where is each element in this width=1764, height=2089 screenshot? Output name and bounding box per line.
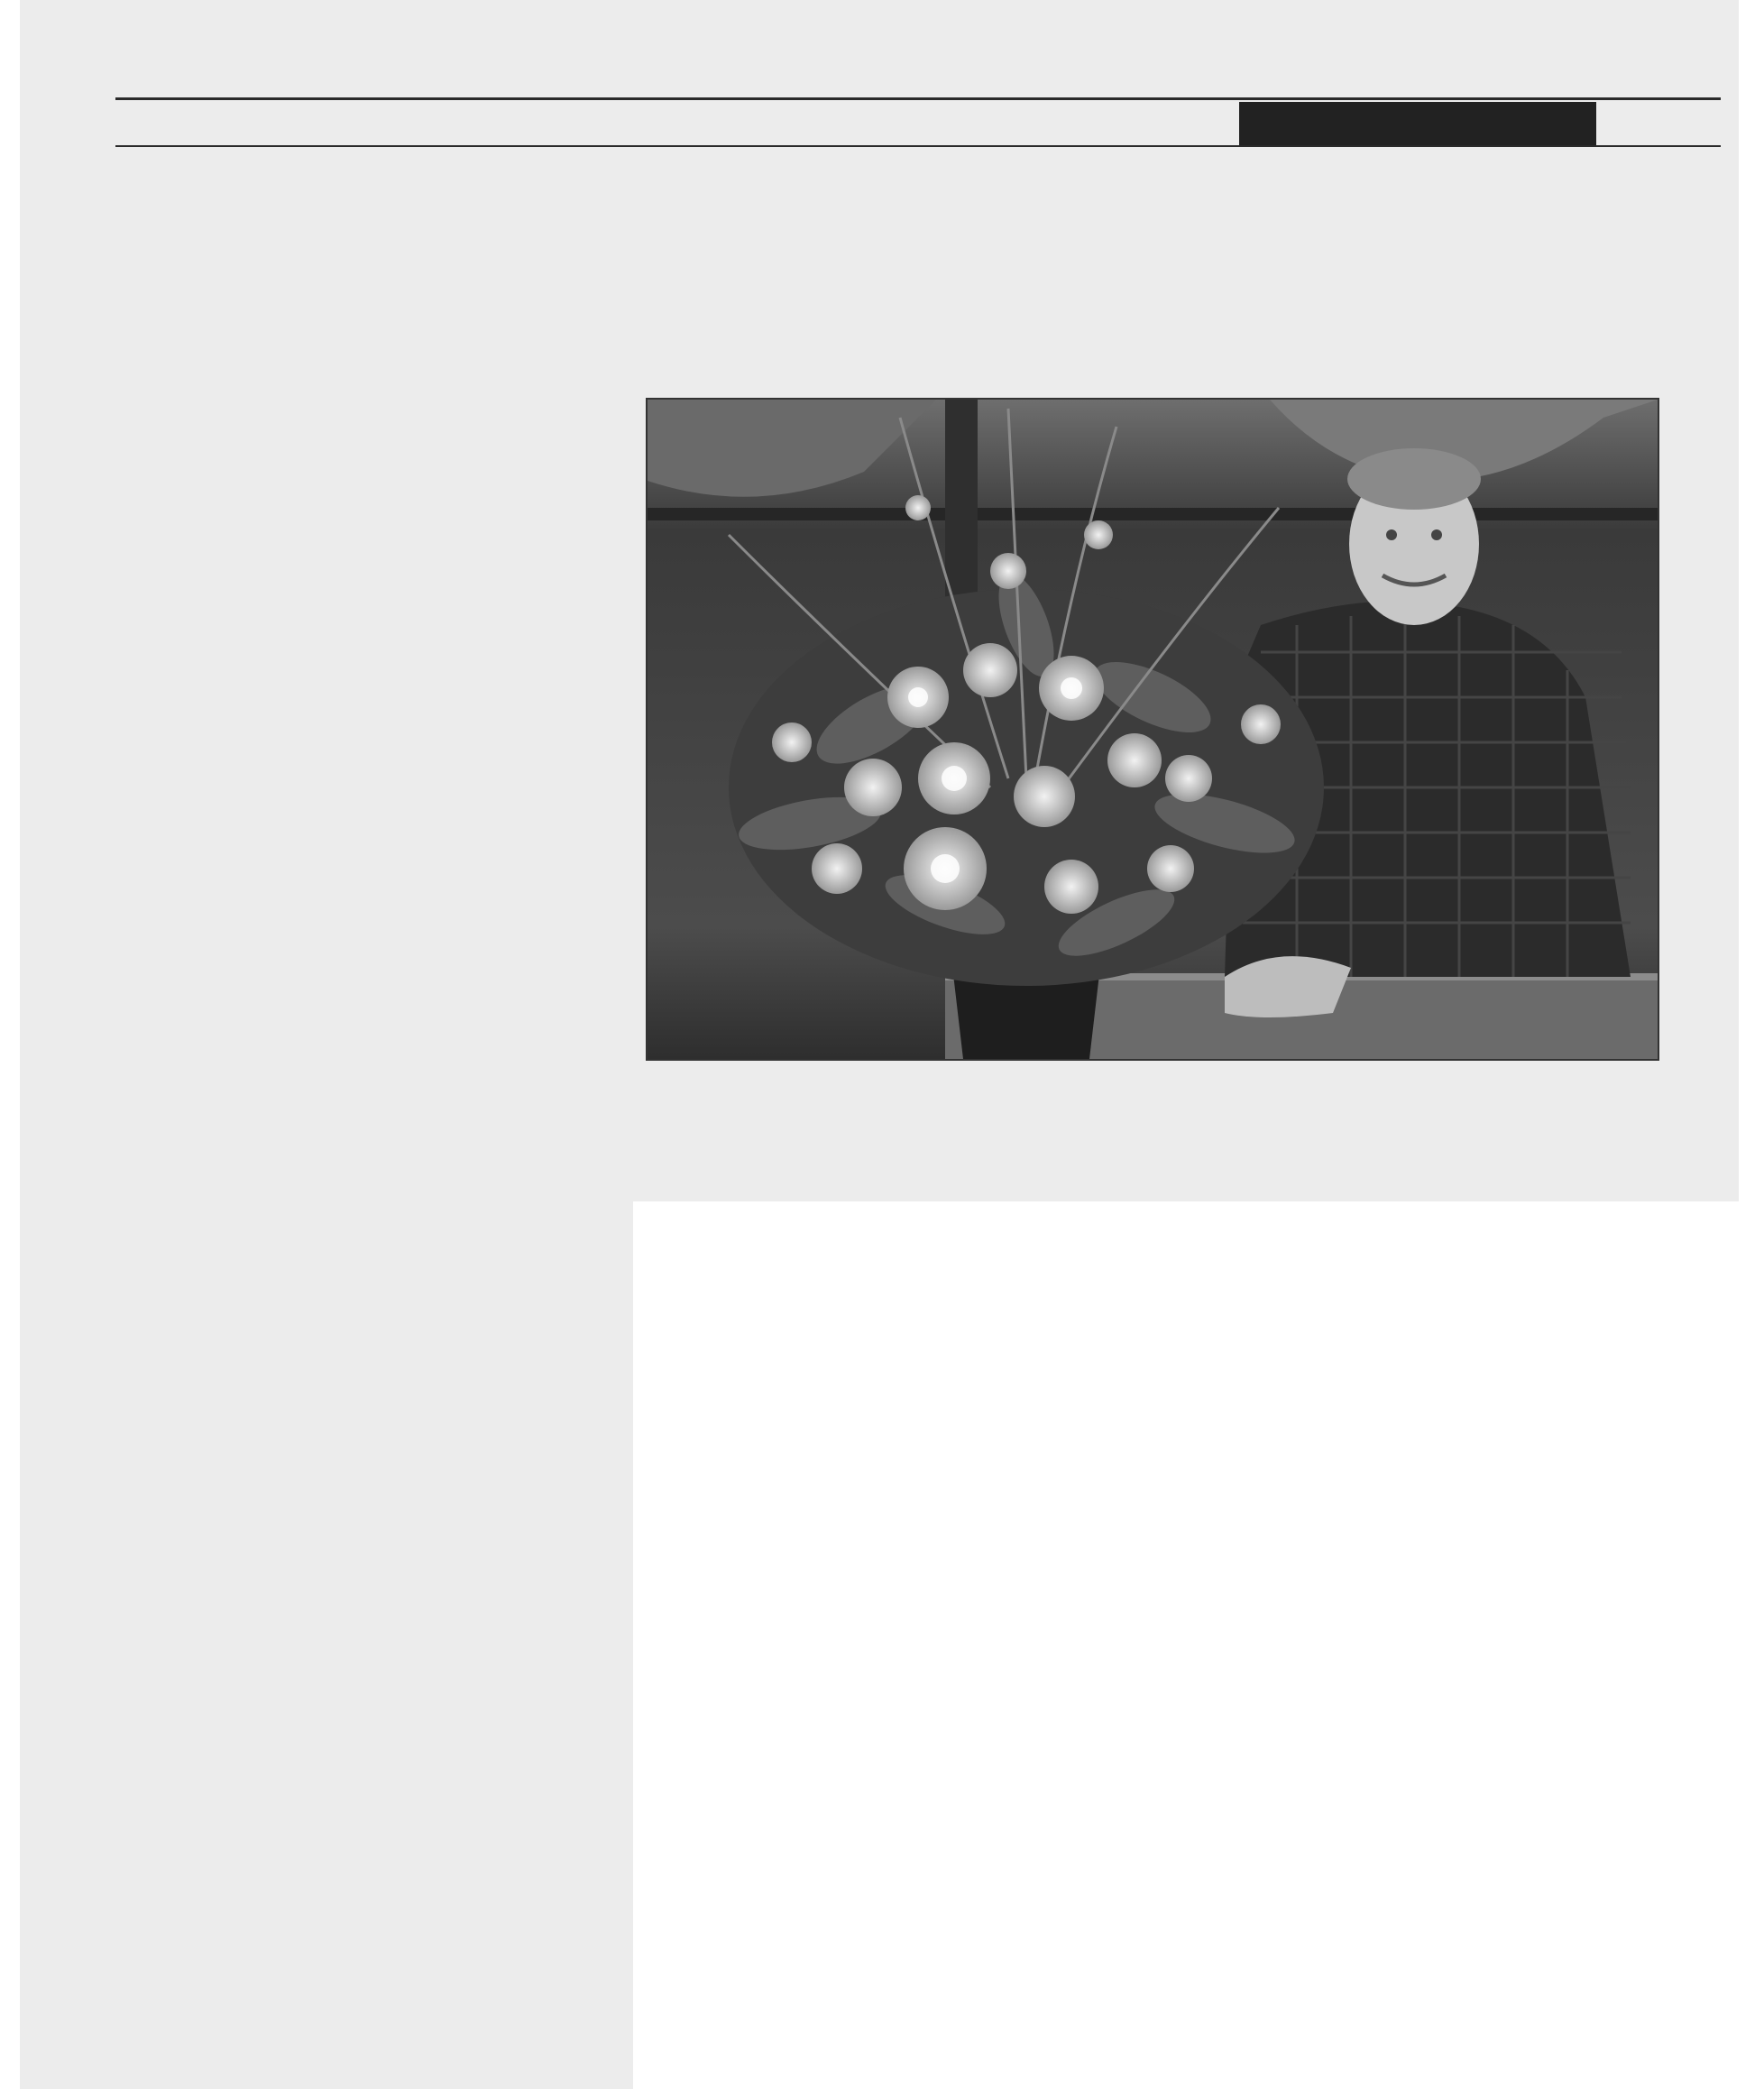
masthead-bottom-rule bbox=[115, 145, 1721, 147]
article-photo bbox=[646, 398, 1659, 1061]
section-tag bbox=[1239, 102, 1596, 145]
masthead-top-rule bbox=[115, 97, 1721, 100]
florist-photo-image bbox=[648, 400, 1658, 1059]
clipping-paper-left bbox=[20, 1191, 633, 2089]
